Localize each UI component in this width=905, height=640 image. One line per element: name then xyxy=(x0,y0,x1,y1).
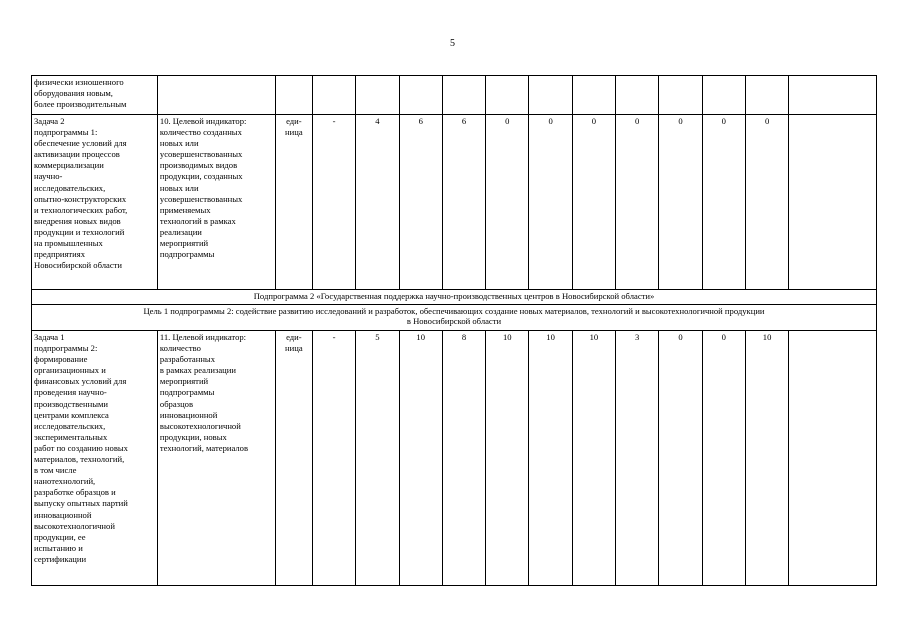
indicator-cell xyxy=(157,76,275,115)
value-cell: 10 xyxy=(572,331,615,586)
table-row-task2 xyxy=(32,115,877,290)
value-cell: 10 xyxy=(745,331,788,586)
value-cell xyxy=(442,76,485,115)
value-cell xyxy=(745,76,788,115)
page-number: 5 xyxy=(450,38,455,49)
base-cell: - xyxy=(312,331,355,586)
unit-cell xyxy=(275,76,312,115)
unit-cell: еди- ница xyxy=(275,115,312,290)
value-cell xyxy=(616,76,659,115)
value-cell xyxy=(659,76,702,115)
table-row-goal-title xyxy=(32,305,877,331)
value-cell: 0 xyxy=(616,115,659,290)
table-row-continuation xyxy=(32,76,877,115)
value-cell: 0 xyxy=(702,115,745,290)
note-cell xyxy=(789,76,877,115)
value-cell xyxy=(529,76,572,115)
value-cell xyxy=(702,76,745,115)
value-cell: 4 xyxy=(356,115,399,290)
table-row-subprogram-title xyxy=(32,290,877,305)
value-cell: 6 xyxy=(442,115,485,290)
value-cell: 0 xyxy=(529,115,572,290)
indicators-table xyxy=(31,75,877,586)
value-cell: 0 xyxy=(745,115,788,290)
value-cell: 6 xyxy=(399,115,442,290)
value-cell: 0 xyxy=(659,115,702,290)
subprogram-title: Подпрограмма 2 «Государственная поддержка научно-производственных центров в Новосибирской области» xyxy=(32,290,877,305)
note-cell xyxy=(789,331,877,586)
value-cell: 10 xyxy=(529,331,572,586)
value-cell xyxy=(356,76,399,115)
task-cell: Задача 1 подпрограммы 2: формирование организационных и финансовых условий для проведения научно- производственными центрами комплекса исследовательских, экспериментальных работ по созданию новых материалов, технологий, в том числе нанотехнологий, разработке образцов и выпуску опытных партий инновационной высокотехнологичной продукции, ее испытанию и сертификации xyxy=(32,331,158,586)
indicator-cell: 10. Целевой индикатор: количество созданных новых или усовершенствованных производимых видов продукции, созданных новых или усовершенствованных применяемых технологий в рамках реализации мероприятий подпрограммы xyxy=(157,115,275,290)
task-cell: физически изношенного оборудования новым, более производительным xyxy=(32,76,158,115)
value-cell: 5 xyxy=(356,331,399,586)
value-cell: 3 xyxy=(616,331,659,586)
note-cell xyxy=(789,115,877,290)
indicator-cell: 11. Целевой индикатор: количество разработанных в рамках реализации мероприятий подпрограммы образцов инновационной высокотехнологичной продукции, новых технологий, материалов xyxy=(157,331,275,586)
value-cell: 10 xyxy=(399,331,442,586)
value-cell: 0 xyxy=(486,115,529,290)
task-cell: Задача 2 подпрограммы 1: обеспечение условий для активизации процессов коммерциализации научно- исследовательских, опытно-конструкторских и технологических работ, внедрения новых видов продукции и технологий на промышленных предприятиях Новосибирской области xyxy=(32,115,158,290)
value-cell: 8 xyxy=(442,331,485,586)
value-cell: 0 xyxy=(702,331,745,586)
value-cell: 10 xyxy=(486,331,529,586)
table-row-task1 xyxy=(32,331,877,586)
base-cell: - xyxy=(312,115,355,290)
value-cell: 0 xyxy=(572,115,615,290)
goal-title: Цель 1 подпрограммы 2: содействие развитию исследований и разработок, обеспечивающих создание новых материалов, технологий и высокотехнологичной продукции в Новосибирской области xyxy=(32,305,877,331)
value-cell xyxy=(399,76,442,115)
base-cell xyxy=(312,76,355,115)
value-cell xyxy=(486,76,529,115)
unit-cell: еди- ница xyxy=(275,331,312,586)
value-cell: 0 xyxy=(659,331,702,586)
value-cell xyxy=(572,76,615,115)
